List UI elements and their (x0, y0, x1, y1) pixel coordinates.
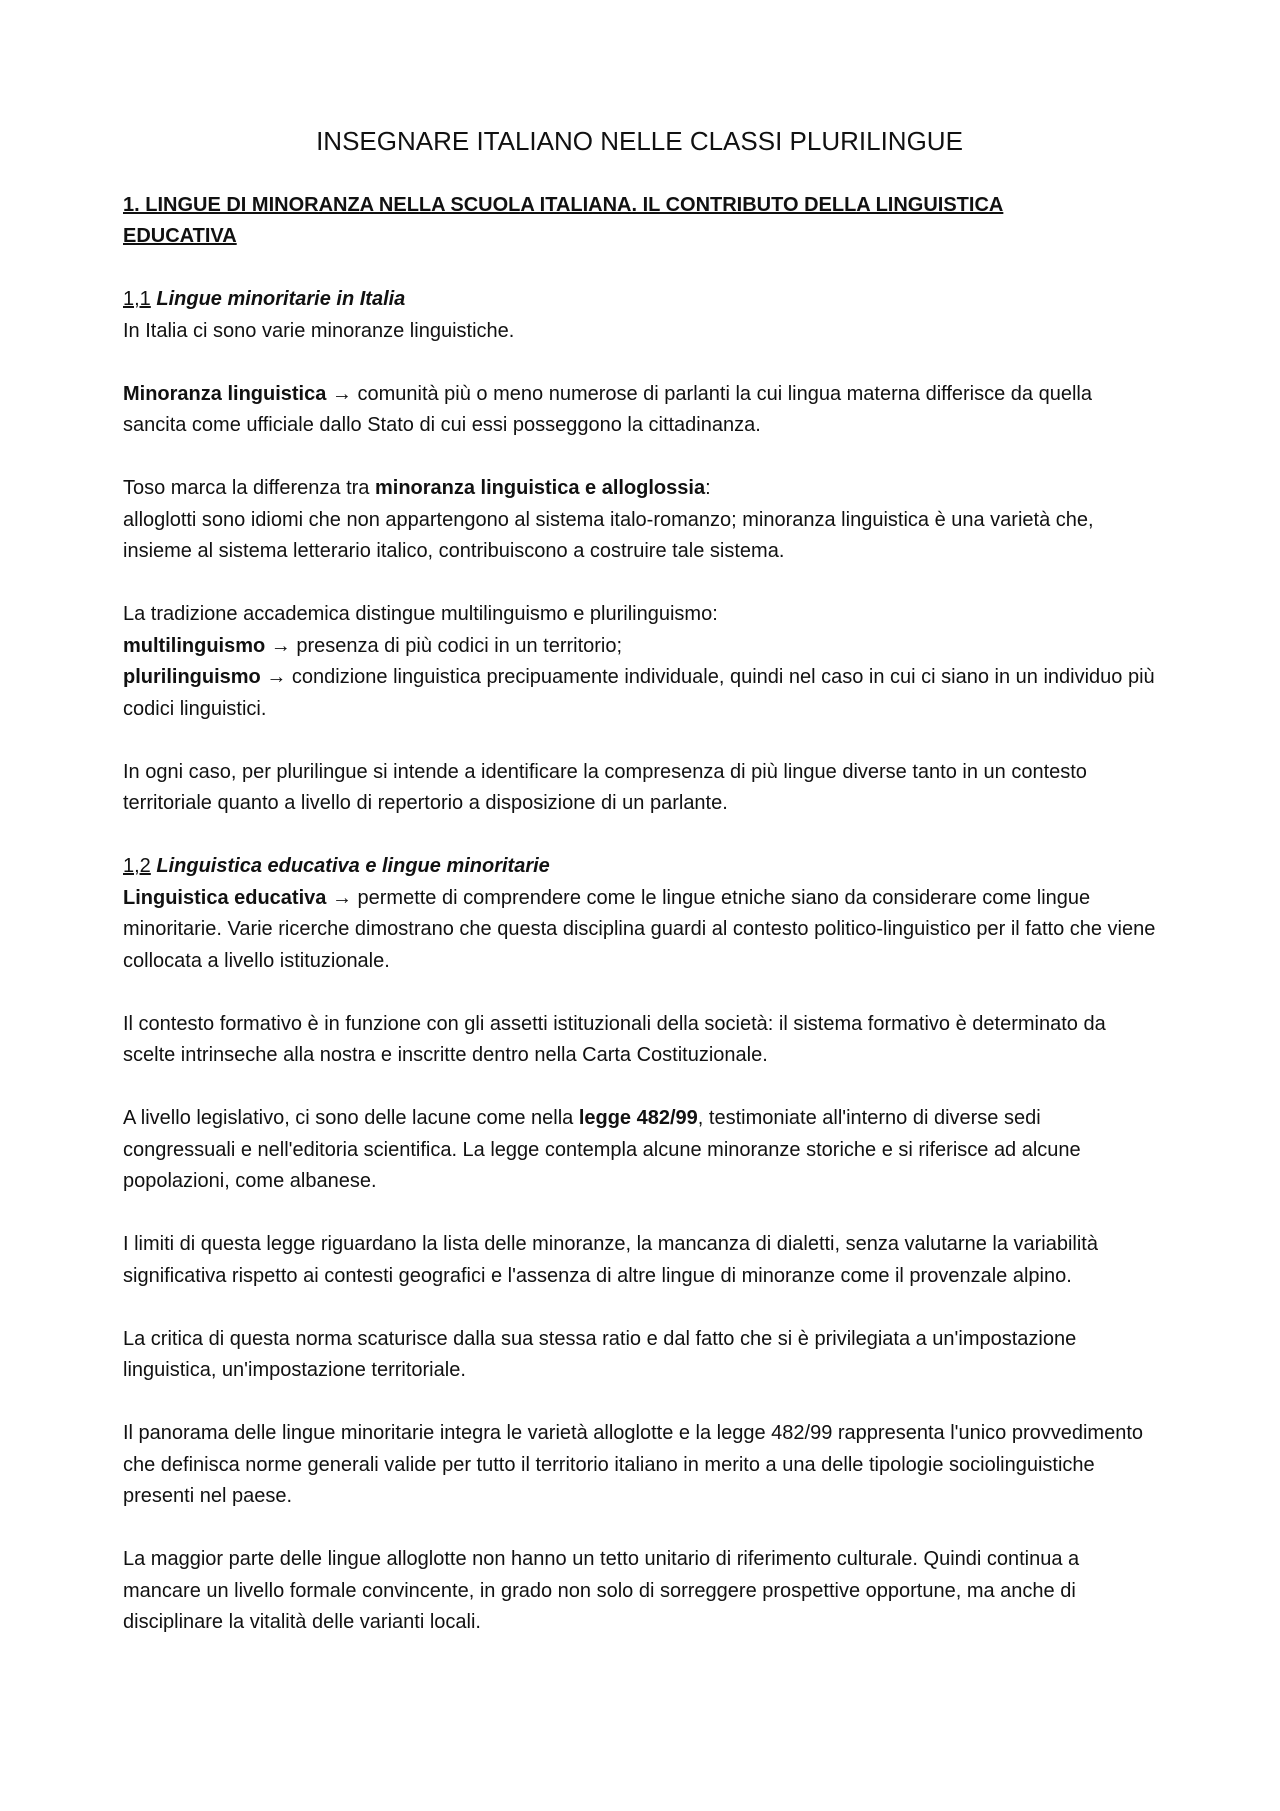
section-heading: 1. LINGUE DI MINORANZA NELLA SCUOLA ITALIANA. IL CONTRIBUTO DELLA LINGUISTICA EDUCATIVA (123, 194, 1004, 247)
definition-text: → presenza di più codici in un territorio; (265, 634, 623, 657)
term-plurilinguismo: plurilinguismo (123, 666, 261, 688)
term-linguistica-educativa: Linguistica educativa (123, 886, 327, 909)
subsection-heading-1-1 (123, 284, 1156, 316)
paragraph-maggior-parte: La maggior parte delle lingue alloglotte non hanno un tetto unitario di riferimento culturale. Quindi continua a mancare un livello formale convincente, in grado non solo di sorreggere prospettive opportune, ma anche di disciplinare la vitalità delle varianti locali. (123, 1548, 1080, 1633)
definition-plurilinguismo (123, 662, 1156, 725)
paragraph-linguistica-educativa (123, 883, 1156, 978)
document-title: INSEGNARE ITALIANO NELLE CLASSI PLURILINGUE (316, 126, 963, 156)
term-multilinguismo: multilinguismo (123, 634, 266, 657)
term-legge: legge 482/99 (578, 1107, 698, 1129)
paragraph-line: La tradizione accademica distingue multilinguismo e plurilinguismo: (123, 603, 718, 625)
paragraph-ogni-caso: In ogni caso, per plurilingue si intende a identificare la compresenza di più lingue diverse tanto in un contesto territoriale quanto a livello di repertorio a disposizione di un parlante. (123, 760, 1087, 814)
paragraph-critica: La critica di questa norma scaturisce dalla sua stessa ratio e dal fatto che si è privilegiata a un'impostazione linguistica, un'impostazione territoriale. (123, 1327, 1077, 1381)
definition-text: → condizione linguistica precipuamente individuale, quindi nel caso in cui ci siano in un individuo più codici linguistici. (123, 666, 1155, 720)
term-alloglossia: minoranza linguistica e alloglossia (374, 477, 706, 499)
subsection-heading-1-2 (123, 851, 1156, 883)
paragraph-legislativo (123, 1103, 1156, 1198)
subsection-number: 1,2 (123, 855, 151, 877)
paragraph-line: alloglotti sono idiomi che non appartengono al sistema italo-romanzo; minoranza linguistica è una varietà che, insieme al sistema letterario italico, contribuiscono a costruire tale sistema. (123, 508, 1094, 562)
term-minoranza-linguistica: Minoranza linguistica (123, 382, 327, 405)
paragraph-intro: In Italia ci sono varie minoranze linguistiche. (123, 319, 515, 342)
subsection-number: 1,1 (123, 288, 151, 310)
paragraph-minoranza (123, 379, 1156, 442)
paragraph-tradizione (123, 599, 1156, 725)
subsection-title: Lingue minoritarie in Italia (156, 288, 406, 310)
definition-text: → permette di comprendere come le lingue etniche siano da considerare come lingue minoritarie. Varie ricerche dimostrano che questa disciplina guardi al contesto politico-linguistico per il fatto che viene collocata a livello istituzionale. (123, 886, 1156, 972)
text-span: : (705, 477, 711, 499)
definition-multilinguismo (123, 631, 1156, 663)
paragraph-toso (123, 473, 1156, 568)
text-span: Toso marca la differenza tra (123, 477, 375, 499)
paragraph-line (123, 473, 1156, 505)
paragraph-panorama: Il panorama delle lingue minoritarie integra le varietà alloglotte e la legge 482/99 rappresenta l'unico provvedimento che definisca norme generali valide per tutto il territorio italiano in merito a una delle tipologie sociolinguistiche presenti nel paese. (123, 1422, 1143, 1507)
subsection-title: Linguistica educativa e lingue minoritarie (156, 855, 550, 877)
paragraph-contesto: Il contesto formativo è in funzione con gli assetti istituzionali della società: il sistema formativo è determinato da scelte intrinseche alla nostra e inscritte dentro nella Carta Costituzionale. (123, 1012, 1106, 1066)
paragraph-limiti: I limiti di questa legge riguardano la lista delle minoranze, la mancanza di dialetti, senza valutarne la variabilità significativa rispetto ai contesti geografici e l'assenza di altre lingue di minoranze come il provenzale alpino. (123, 1233, 1098, 1287)
text-span: A livello legislativo, ci sono delle lacune come nella (123, 1107, 579, 1129)
definition-text: → comunità più o meno numerose di parlanti la cui lingua materna differisce da quella sancita come ufficiale dallo Stato di cui essi posseggono la cittadinanza. (123, 382, 1092, 436)
text-span: , testimoniate all'interno di diverse sedi congressuali e nell'editoria scientifica. La legge contempla alcune minoranze storiche e si riferisce ad alcune popolazioni, come albanese. (123, 1107, 1081, 1192)
